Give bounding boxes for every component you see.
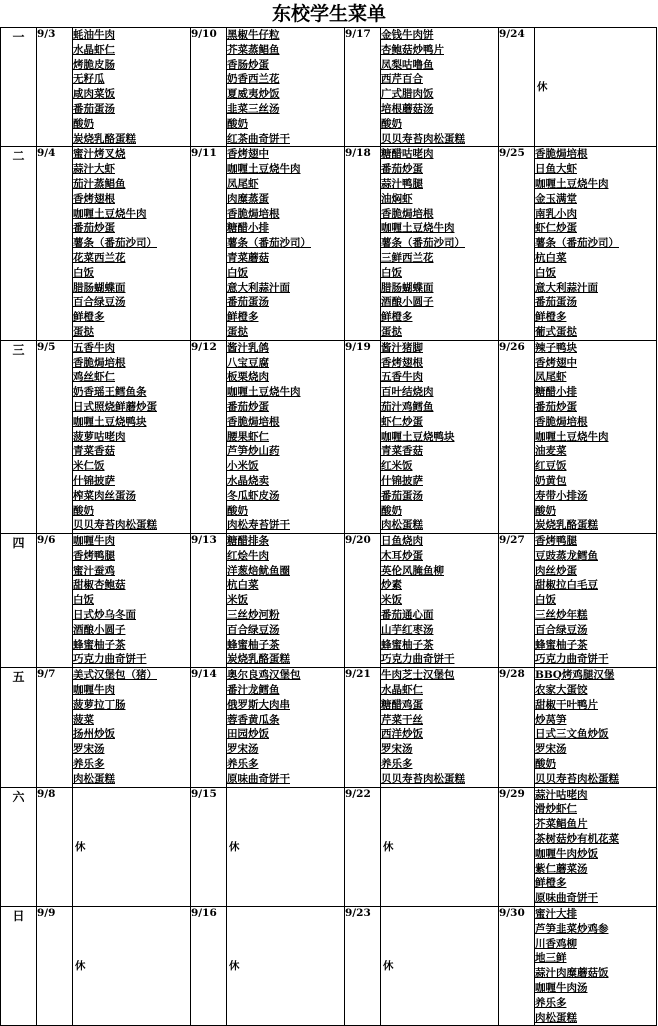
menu-item: 蒜汁肉糜蘑菇饭 [535, 967, 609, 980]
date-cell: 9/11 [191, 147, 227, 340]
menu-item: 黑椒牛仔粒 [227, 29, 280, 41]
menu-item: 香烤翅中 [227, 148, 269, 161]
menu-item: 香脆焗培根 [227, 207, 280, 220]
menu-item: 蜂蜜柚子茶 [535, 638, 588, 651]
menu-item: 茶树菇炒有机花菜 [535, 833, 619, 846]
rest-day-label: 休 [229, 960, 240, 973]
menu-items-cell [73, 340, 191, 533]
menu-item: 糖醋小排 [227, 222, 269, 235]
menu-item: 香脆焗培根 [73, 356, 126, 369]
menu-item: 咖喱土豆烧鸭块 [381, 430, 455, 443]
menu-item: 鲜橙多 [227, 311, 259, 324]
menu-item: 番茄炒蛋 [227, 400, 269, 413]
menu-item: 田园炒饭 [227, 728, 269, 741]
date-cell: 9/23 [345, 907, 381, 1026]
menu-item: 香烤翅中 [535, 356, 577, 369]
date-cell: 9/12 [191, 340, 227, 533]
menu-item: 咖喱土豆烧牛肉 [227, 163, 301, 176]
menu-items-cell [73, 534, 191, 668]
date-cell: 9/29 [499, 787, 535, 906]
menu-item: 香脆焗培根 [381, 207, 434, 220]
menu-item: 养乐多 [381, 758, 413, 771]
weekday-label: 二 [1, 147, 37, 340]
menu-item: 酸奶 [73, 117, 94, 130]
menu-item: 罗宋汤 [535, 743, 567, 756]
menu-item: 辣子鸭块 [535, 341, 577, 354]
menu-item: 蒜汁鸭腿 [381, 177, 423, 190]
menu-item: 番汁龙鳕鱼 [227, 684, 280, 697]
menu-item: 山芋红枣汤 [381, 623, 434, 636]
menu-item: 小米饭 [227, 460, 259, 473]
menu-item: 薯条（番茄沙司） [73, 237, 157, 250]
date-cell: 9/4 [37, 147, 73, 340]
menu-item: 酒酿小圆子 [73, 623, 126, 636]
week-row [1, 534, 657, 668]
menu-items-cell [227, 787, 345, 906]
menu-item: 鸡丝虾仁 [73, 371, 115, 384]
menu-item: 木耳炒蛋 [381, 549, 423, 562]
menu-item: 扬州炒饭 [73, 728, 115, 741]
menu-item: 金玉满堂 [535, 192, 577, 205]
menu-item: 榨菜肉丝蛋汤 [73, 489, 136, 502]
menu-item: 三鲜西兰花 [381, 251, 434, 264]
menu-item: 奥尔良鸡汉堡包 [227, 669, 301, 682]
menu-item: 咖喱土豆烧鸭块 [73, 415, 147, 428]
menu-item: 蓉香黄瓜条 [227, 713, 280, 726]
menu-item: 蛋挞 [73, 325, 94, 338]
menu-item: 番茄炒蛋 [381, 163, 423, 176]
menu-item: 美式汉堡包（猪） [73, 669, 157, 682]
date-cell: 9/30 [499, 907, 535, 1026]
menu-item: 薯条（番茄沙司） [381, 237, 465, 250]
menu-item: 川香鸡柳 [535, 937, 577, 950]
menu-item: 原味曲奇饼干 [535, 892, 598, 905]
menu-item: 百叶结烧肉 [381, 386, 434, 399]
menu-item: 酒酿小圆子 [381, 296, 434, 309]
menu-item: 肉丝炒蛋 [535, 564, 577, 577]
menu-item: 咖喱土豆烧牛肉 [227, 386, 301, 399]
menu-item: 罗宋汤 [381, 743, 413, 756]
menu-items-cell [227, 907, 345, 1026]
menu-items-cell [535, 668, 657, 787]
menu-items-cell [73, 28, 191, 147]
menu-item: 韭菜三丝汤 [227, 102, 280, 115]
menu-item: 日式炒乌冬面 [73, 609, 136, 622]
menu-item: 芥菜蒸鲳鱼 [227, 43, 280, 56]
menu-item: 米饭 [381, 594, 402, 607]
menu-items-cell [73, 907, 191, 1026]
menu-item: 咸肉菜饭 [73, 88, 115, 101]
menu-item: 番茄蛋汤 [227, 296, 269, 309]
date-cell: 9/6 [37, 534, 73, 668]
menu-item: 番茄蛋汤 [535, 296, 577, 309]
menu-items-cell [381, 28, 499, 147]
date-cell: 9/18 [345, 147, 381, 340]
menu-item: 三丝炒河粉 [227, 609, 280, 622]
menu-item: 番茄炒蛋 [73, 222, 115, 235]
menu-item: 冬瓜虾皮汤 [227, 489, 280, 502]
menu-item: 蛋挞 [381, 325, 402, 338]
week-row [1, 340, 657, 533]
menu-item: 凤尾虾 [227, 177, 259, 190]
menu-items-cell [381, 787, 499, 906]
menu-item: 酸奶 [227, 504, 248, 517]
weekday-label: 四 [1, 534, 37, 668]
menu-item: 奶香西兰花 [227, 73, 280, 86]
menu-item: 南乳小肉 [535, 207, 577, 220]
week-row [1, 668, 657, 787]
menu-item: 水晶虾仁 [73, 43, 115, 56]
date-cell: 9/21 [345, 668, 381, 787]
menu-item: 罗宋汤 [73, 743, 105, 756]
menu-item: 咖喱牛肉 [73, 684, 115, 697]
menu-items-cell [381, 907, 499, 1026]
menu-item: 俄罗斯大肉串 [227, 698, 290, 711]
menu-item: 无籽瓜 [73, 73, 105, 86]
weekday-label: 五 [1, 668, 37, 787]
date-cell: 9/27 [499, 534, 535, 668]
menu-item: 水晶虾仁 [381, 684, 423, 697]
menu-item: 蒜汁大虾 [73, 163, 115, 176]
menu-items-cell [381, 534, 499, 668]
menu-item: 香烤翅根 [73, 192, 115, 205]
menu-item: 甜椒杏鲍菇 [73, 579, 126, 592]
menu-item: 蚝油牛肉 [73, 29, 115, 41]
menu-item: 香烤鸭腿 [535, 535, 577, 548]
menu-item: 香烤翅根 [381, 356, 423, 369]
menu-item: 蜂蜜柚子茶 [227, 638, 280, 651]
menu-item: 糖醋咕咾肉 [381, 148, 434, 161]
menu-items-cell [73, 147, 191, 340]
menu-item: BBQ烤鸡腿汉堡 [535, 669, 615, 682]
menu-item: 番茄蛋汤 [73, 102, 115, 115]
menu-table [0, 27, 657, 1026]
menu-items-cell [535, 340, 657, 533]
menu-item: 酸奶 [535, 504, 556, 517]
date-cell: 9/14 [191, 668, 227, 787]
menu-item: 糖醋排条 [227, 535, 269, 548]
menu-item: 香脆焗培根 [227, 415, 280, 428]
menu-item: 日式照烧鲜蘑炒蛋 [73, 400, 157, 413]
menu-item: 养乐多 [73, 758, 105, 771]
menu-item: 肉松蛋糕 [73, 772, 115, 785]
menu-item: 红茶曲奇饼干 [227, 132, 290, 145]
menu-item: 板栗烧肉 [227, 371, 269, 384]
menu-item: 西芹百合 [381, 73, 423, 86]
rest-day-label: 休 [383, 960, 394, 973]
menu-item: 贝贝寿苔肉松蛋糕 [73, 519, 157, 532]
date-cell: 9/10 [191, 28, 227, 147]
menu-item: 酸奶 [381, 504, 402, 517]
menu-item: 贝贝寿苔肉松蛋糕 [535, 772, 619, 785]
menu-items-cell [535, 787, 657, 906]
menu-items-cell [381, 147, 499, 340]
menu-item: 金钱牛肉饼 [381, 29, 434, 41]
menu-item: 酱汁猪脚 [381, 341, 423, 354]
menu-item: 罗宋汤 [227, 743, 259, 756]
date-cell: 9/3 [37, 28, 73, 147]
menu-item: 白饭 [535, 266, 556, 279]
menu-item: 洋葱焙鱿鱼圈 [227, 564, 290, 577]
menu-item: 芹菜干丝 [381, 713, 423, 726]
date-cell: 9/26 [499, 340, 535, 533]
menu-item: 炒素 [381, 579, 402, 592]
menu-item: 葡式蛋挞 [535, 325, 577, 338]
menu-item: 甜椒干叶鸭片 [535, 698, 598, 711]
menu-item: 百合绿豆汤 [535, 623, 588, 636]
menu-item: 百合绿豆汤 [227, 623, 280, 636]
menu-item: 咖喱牛肉汤 [535, 982, 588, 994]
menu-item: 香肠炒蛋 [227, 58, 269, 71]
menu-item: 咖喱土豆烧牛肉 [535, 430, 609, 443]
menu-item: 菠萝拉丁肠 [73, 698, 126, 711]
menu-item: 什锦披萨 [73, 474, 115, 487]
menu-item: 糖醋小排 [535, 386, 577, 399]
menu-item: 炭烧乳酪蛋糕 [73, 132, 136, 145]
menu-item: 八宝豆腐 [227, 356, 269, 369]
menu-item: 酸奶 [381, 117, 402, 130]
menu-item: 农家大蛋饺 [535, 684, 588, 697]
menu-item: 茄汁蒸鲳鱼 [73, 177, 126, 190]
menu-item: 菠菜 [73, 713, 94, 726]
menu-item: 紫仁蘑菜汤 [535, 862, 588, 875]
date-cell: 9/7 [37, 668, 73, 787]
menu-item: 豆豉蒸龙鳕鱼 [535, 549, 598, 562]
menu-item: 蜂蜜柚子茶 [73, 638, 126, 651]
rest-day-label: 休 [75, 840, 86, 853]
menu-item: 红豆饭 [535, 460, 567, 473]
menu-item: 油麦菜 [535, 445, 567, 458]
menu-item: 肉松蛋糕 [381, 519, 423, 532]
menu-items-cell [227, 147, 345, 340]
menu-item: 香脆焗培根 [535, 148, 588, 161]
menu-items-cell [535, 147, 657, 340]
rest-day-label: 休 [383, 840, 394, 853]
menu-item: 虾仁炒蛋 [381, 415, 423, 428]
rest-day-label: 休 [537, 81, 548, 94]
menu-item: 杏鲍菇炒鸭片 [381, 43, 444, 56]
menu-item: 花菜西兰花 [73, 251, 126, 264]
menu-item: 红米饭 [381, 460, 413, 473]
menu-item: 米饭 [227, 594, 248, 607]
rest-day-label: 休 [229, 840, 240, 853]
menu-item: 牛肉芝士汉堡包 [381, 669, 455, 682]
menu-items-cell [227, 534, 345, 668]
date-cell: 9/24 [499, 28, 535, 147]
weekday-label: 一 [1, 28, 37, 147]
date-cell: 9/19 [345, 340, 381, 533]
menu-item: 咖喱土豆烧牛肉 [73, 207, 147, 220]
menu-item: 鲜橙多 [535, 877, 567, 890]
menu-item: 鲜橙多 [535, 311, 567, 324]
menu-item: 日式三文鱼炒饭 [535, 728, 609, 741]
menu-item: 奶黄包 [535, 474, 567, 487]
menu-item: 五香牛肉 [73, 341, 115, 354]
menu-item: 鲜橙多 [381, 311, 413, 324]
menu-item: 虾仁炒蛋 [535, 222, 577, 235]
date-cell: 9/20 [345, 534, 381, 668]
menu-items-cell [535, 907, 657, 1026]
menu-item: 茄汁鸡鳕鱼 [381, 400, 434, 413]
menu-item: 百合绿豆汤 [73, 296, 126, 309]
menu-item: 炭烧乳酪蛋糕 [535, 519, 598, 532]
menu-item: 肉松寿苔饼干 [227, 519, 290, 532]
week-row [1, 28, 657, 147]
menu-item: 三丝炒年糕 [535, 609, 588, 622]
menu-item: 巧克力曲奇饼干 [535, 653, 609, 666]
menu-item: 凤尾虾 [535, 371, 567, 384]
menu-item: 炭烧乳酪蛋糕 [227, 653, 290, 666]
week-row [1, 787, 657, 906]
menu-item: 菠萝咕咾肉 [73, 430, 126, 443]
menu-item: 腊肠蝴蝶面 [73, 281, 126, 294]
menu-item: 烤脆皮肠 [73, 58, 115, 71]
menu-item: 蜜汁大排 [535, 908, 577, 921]
menu-item: 酸奶 [73, 504, 94, 517]
menu-item: 寿带小排汤 [535, 489, 588, 502]
date-cell: 9/13 [191, 534, 227, 668]
page-title: 东校学生菜单 [271, 3, 386, 25]
menu-item: 凤梨咕噜鱼 [381, 58, 434, 71]
menu-item: 咖喱牛肉 [73, 535, 115, 548]
menu-item: 番茄蛋汤 [381, 489, 423, 502]
menu-item: 白饭 [535, 594, 556, 607]
menu-item: 巧克力曲奇饼干 [381, 653, 455, 666]
menu-item: 蜜汁蚕鸡 [73, 564, 115, 577]
menu-item: 油焖虾 [381, 192, 413, 205]
menu-item: 青菜香菇 [381, 445, 423, 458]
menu-item: 蜜汁烤叉烧 [73, 148, 126, 161]
menu-item: 培根蘑菇汤 [381, 102, 434, 115]
menu-item: 英伦风腌鱼柳 [381, 564, 444, 577]
date-cell: 9/17 [345, 28, 381, 147]
menu-item: 芦笋炒山药 [227, 445, 280, 458]
menu-item: 咖喱土豆烧牛肉 [535, 177, 609, 190]
menu-item: 酸奶 [227, 117, 248, 130]
menu-item: 肉糜蒸蛋 [227, 192, 269, 205]
date-cell: 9/16 [191, 907, 227, 1026]
menu-item: 蒜汁咕咾肉 [535, 788, 588, 801]
menu-item: 薯条（番茄沙司） [535, 237, 619, 250]
menu-item: 青菜香菇 [73, 445, 115, 458]
menu-item: 红烩牛肉 [227, 549, 269, 562]
menu-item: 夏威夷炒饭 [227, 88, 280, 101]
menu-item: 广式腊肉饭 [381, 88, 434, 101]
menu-item: 酱汁乳鸽 [227, 341, 269, 354]
menu-item: 杭白菜 [227, 579, 259, 592]
menu-item: 西洋炒饭 [381, 728, 423, 741]
menu-item: 意大利蒜汁面 [535, 281, 598, 294]
weekday-label: 六 [1, 787, 37, 906]
date-cell: 9/28 [499, 668, 535, 787]
menu-item: 肉松蛋糕 [535, 1011, 577, 1024]
menu-item: 白饭 [73, 594, 94, 607]
rest-day-label: 休 [75, 960, 86, 973]
menu-item: 杭白菜 [535, 251, 567, 264]
menu-item: 贝贝寿苔肉松蛋糕 [381, 772, 465, 785]
menu-item: 日鱼大虾 [535, 163, 577, 176]
menu-item: 贝贝寿苔肉松蛋糕 [381, 132, 465, 145]
menu-item: 炒莴笋 [535, 713, 567, 726]
menu-item: 地三鲜 [535, 952, 567, 965]
menu-items-cell [227, 28, 345, 147]
date-cell: 9/9 [37, 907, 73, 1026]
menu-item: 芥菜鲳鱼片 [535, 818, 588, 831]
menu-item: 香烤鸭腿 [73, 549, 115, 562]
menu-item: 咖喱牛肉炒饭 [535, 847, 598, 860]
menu-items-cell [73, 787, 191, 906]
menu-items-cell [73, 668, 191, 787]
menu-item: 奶香瑶王鳕鱼条 [73, 386, 147, 399]
menu-item: 青菜蘑菇 [227, 251, 269, 264]
menu-item: 日鱼烧肉 [381, 535, 423, 548]
menu-item: 原味曲奇饼干 [227, 772, 290, 785]
menu-item: 咖喱土豆烧牛肉 [381, 222, 455, 235]
menu-item: 养乐多 [227, 758, 259, 771]
date-cell: 9/15 [191, 787, 227, 906]
menu-item: 巧克力曲奇饼干 [73, 653, 147, 666]
menu-item: 番茄通心面 [381, 609, 434, 622]
menu-item: 腊肠蝴蝶面 [381, 281, 434, 294]
menu-item: 意大利蒜汁面 [227, 281, 290, 294]
menu-item: 五香牛肉 [381, 371, 423, 384]
menu-items-cell [227, 668, 345, 787]
menu-item: 养乐多 [535, 996, 567, 1009]
menu-items-cell [381, 340, 499, 533]
menu-item: 白饭 [381, 266, 402, 279]
week-row [1, 907, 657, 1026]
menu-items-cell [381, 668, 499, 787]
date-cell: 9/5 [37, 340, 73, 533]
menu-item: 芦笋韭菜炒鸡参 [535, 922, 609, 935]
date-cell: 9/8 [37, 787, 73, 906]
weekday-label: 三 [1, 340, 37, 533]
weekday-label: 日 [1, 907, 37, 1026]
menu-item: 蜂蜜柚子茶 [381, 638, 434, 651]
menu-item: 滑炒虾仁 [535, 803, 577, 816]
menu-item: 腰果虾仁 [227, 430, 269, 443]
menu-items-cell [535, 28, 657, 147]
menu-item: 番茄炒蛋 [535, 400, 577, 413]
menu-item: 白饭 [227, 266, 248, 279]
menu-item: 甜椒拉白毛豆 [535, 579, 598, 592]
menu-item: 酸奶 [535, 758, 556, 771]
menu-item: 薯条（番茄沙司） [227, 237, 311, 250]
menu-item: 白饭 [73, 266, 94, 279]
menu-item: 糖醋鸡蛋 [381, 698, 423, 711]
week-row [1, 147, 657, 340]
date-cell: 9/25 [499, 147, 535, 340]
menu-item: 水晶烧卖 [227, 474, 269, 487]
menu-item: 什锦披萨 [381, 474, 423, 487]
menu-items-cell [535, 534, 657, 668]
menu-item: 米仁饭 [73, 460, 105, 473]
date-cell: 9/22 [345, 787, 381, 906]
menu-item: 香脆焗培根 [535, 415, 588, 428]
menu-item: 鲜橙多 [73, 311, 105, 324]
menu-items-cell [227, 340, 345, 533]
menu-item: 蛋挞 [227, 325, 248, 338]
